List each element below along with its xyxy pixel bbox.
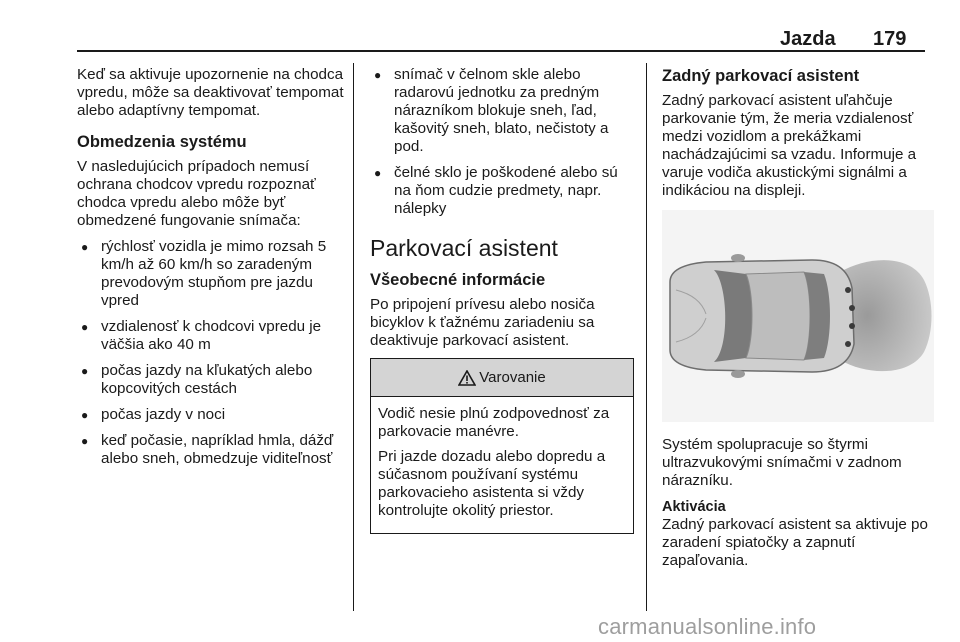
chapter-title: Jazda	[780, 28, 836, 50]
warning-body	[371, 397, 633, 533]
list-item: ● snímač v čelnom skle alebo radarovú jednotku za predným nárazníkom blokuje sneh, ľad, kašovitý sneh, blato, nečistoty a pod.	[370, 66, 634, 156]
column-2	[370, 66, 634, 534]
limitations-list	[77, 238, 345, 468]
list-item: ● počas jazdy v noci	[77, 406, 345, 424]
warning-title: Varovanie	[479, 368, 546, 386]
list-item: ● čelné sklo je poškodené alebo sú na ňom cudzie predmety, napr. nálepky	[370, 164, 634, 218]
intro-paragraph: Zadný parkovací asistent uľahčuje parkovanie tým, že meria vzdialenosť medzi vozidlom a prekážkami nachádzajúcimi sa vzadu. Informuje a varuje vodiča akustickými signálmi a indikáciou na displeji.	[662, 92, 917, 199]
warning-header	[371, 359, 633, 397]
column-divider-2	[646, 63, 647, 611]
activation-paragraph: Zadný parkovací asistent sa aktivuje po zaradení spiatočky a zapnutí zapaľovania.	[662, 516, 928, 569]
intro-paragraph: Keď sa aktivuje upozornenie na chodca vpredu, môže sa deaktivovať tempomat alebo adaptívny tempomat.	[77, 66, 344, 119]
section-title: Obmedzenia systému	[77, 133, 247, 151]
column-1	[77, 66, 345, 476]
list-item: ● vzdialenosť k chodcovi vpredu je väčšia ako 40 m	[77, 318, 345, 354]
chapter-heading: Parkovací asistent	[370, 235, 558, 261]
sensor-conditions-list	[370, 66, 634, 218]
list-item: ● počas jazdy na kľukatých alebo kopcovitých cestách	[77, 362, 345, 398]
list-item: ● keď počasie, napríklad hmla, dážď alebo sneh, obmedzuje viditeľnosť	[77, 432, 345, 468]
subsection-title: Všeobecné informácie	[370, 271, 546, 289]
column-3	[662, 66, 934, 578]
activation-title: Aktivácia	[662, 499, 726, 515]
warning-box	[370, 358, 634, 534]
general-paragraph: Po pripojení prívesu alebo nosiča bicyklov k ťažnému zariadeniu sa deaktivuje parkovací asistent.	[370, 296, 595, 349]
watermark-text: carmanualsonline.info	[598, 614, 817, 639]
warning-paragraph: Pri jazde dozadu alebo dopredu a súčasnom používaní systému parkovacieho asistenta si vždy kontrolujte okolitý priestor.	[378, 448, 606, 519]
column-divider-1	[353, 63, 354, 611]
section-title: Zadný parkovací asistent	[662, 67, 860, 85]
list-item: ● rýchlosť vozidla je mimo rozsah 5 km/h až 60 km/h so zaradeným prevodovým stupňom pre jazdu vpred	[77, 238, 345, 310]
figure-paragraph: Systém spolupracuje so štyrmi ultrazvukovými snímačmi v zadnom nárazníku.	[662, 436, 902, 489]
page-number: 179	[873, 28, 907, 50]
warning-triangle-icon	[458, 370, 476, 386]
header-divider	[77, 50, 925, 52]
car-sensor-illustration	[662, 210, 934, 422]
warning-paragraph: Vodič nesie plnú zodpovednosť za parkovacie manévre.	[378, 405, 610, 440]
car-top-view-icon	[662, 210, 934, 422]
section-paragraph: V nasledujúcich prípadoch nemusí ochrana chodcov vpredu rozpoznať chodca vpredu alebo môže byť obmedzené fungovanie snímača:	[77, 158, 316, 229]
